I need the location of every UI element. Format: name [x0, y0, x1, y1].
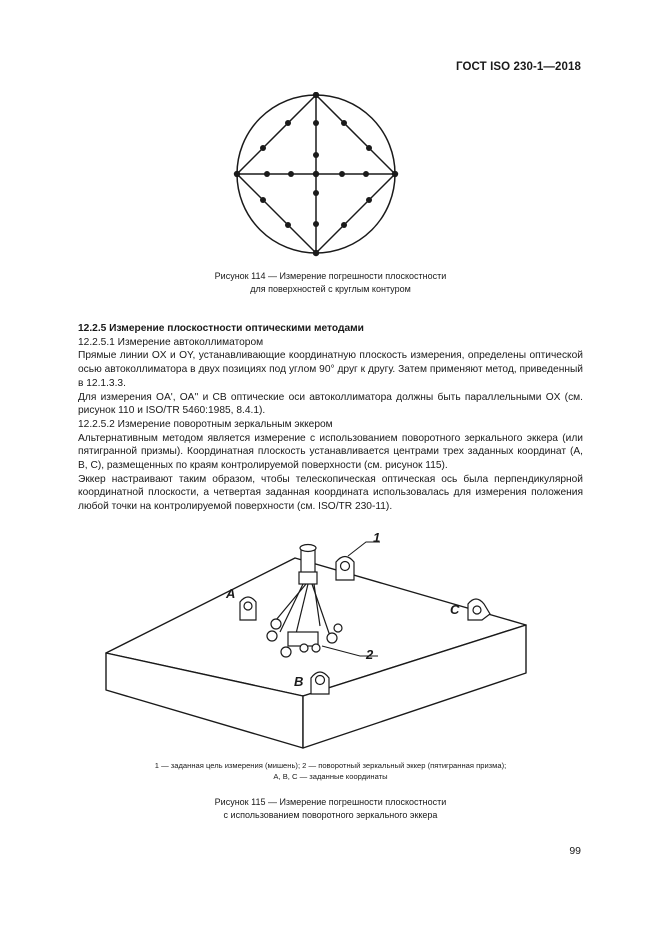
figure-115-caption: Рисунок 115 — Измерение погрешности плоскостности с использованием поворотного зеркального эккера [214, 797, 447, 820]
label-b: B [294, 674, 304, 689]
section-heading: 12.2.5 Измерение плоскостности оптическими методами [78, 323, 364, 334]
target-1 [336, 557, 354, 581]
paragraph-3: Альтернативным методом является измерение с использованием поворотного зеркального эккера (или пятигранной призмы). Координатная плоскость устанавливается центрами трех заданных координат (A, B, C), размещенных по краям контролируемой поверхности (см. рисунок 115). [78, 432, 583, 472]
target-a [240, 597, 256, 620]
label-c: C [450, 602, 460, 617]
subsection-1-title: 12.2.5.1 Измерение автоколлиматором [78, 336, 264, 348]
page-number: 99 [569, 845, 581, 857]
paragraph-4: Эккер настраивают таким образом, чтобы телескопическая оптическая ось была перпендикулярной координатной плоскости, а четвертая заданная координата использовалась для измерения положения любой точки на контролируемой поверхности (см. ISO/TR 230-11). [78, 473, 583, 513]
label-2: 2 [366, 647, 374, 662]
figure-115-legend: 1 — заданная цель измерения (мишень); 2 — поворотный зеркальный эккер (пятигранная призма); A, B, C — заданные координаты [154, 761, 507, 781]
figure-115-diagram [98, 528, 538, 753]
target-c [468, 599, 490, 620]
paragraph-2: Для измерения OA', OA'' и CB оптические оси автоколлиматора должны быть параллельными OX (см. рисунок 110 и ISO/TR 5460:1985, 8.4.1). [78, 391, 583, 417]
label-1: 1 [373, 530, 381, 545]
subsection-2-title: 12.2.5.2 Измерение поворотным зеркальным эккером [78, 418, 333, 430]
paragraph-1: Прямые линии OX и OY, устанавливающие координатную плоскость измерения, определены оптической осью автоколлиматора в двух позициях под углом 90° друг к другу. Затем применяют метод, приведенный в 12.1.3.3. [78, 350, 583, 389]
target-b [311, 672, 329, 694]
section-text [78, 322, 583, 514]
label-a: A [226, 586, 236, 601]
standard-header: ГОСТ ISO 230-1—2018 [456, 61, 581, 73]
figure-114-caption: Рисунок 114 — Измерение погрешности плоскостности для поверхностей с круглым контуром [214, 271, 447, 294]
figure-114-diagram [232, 92, 402, 262]
